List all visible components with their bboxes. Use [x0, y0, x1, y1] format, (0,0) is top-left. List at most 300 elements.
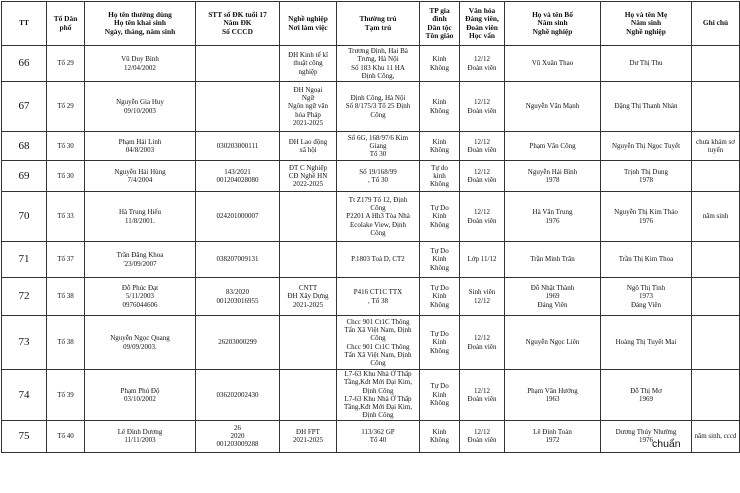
cell-tt: 73: [2, 316, 47, 370]
cell-tp-gia-dinh-line: Tự Do: [430, 284, 449, 293]
cell-address-line: Số 8/175/3 Tổ 25 Định: [345, 102, 411, 111]
cell-me-line: 1978: [639, 176, 653, 184]
cell-stt-so-dk-line: 83/2020: [226, 288, 249, 297]
cell-address: [337, 161, 420, 192]
cell-bo-line: Nguyễn Hải Bình: [527, 167, 578, 176]
cell-tp-gia-dinh-line: Tự Do: [430, 330, 449, 339]
cell-address-line: Tấn Xã Việt Nam, Định: [344, 325, 412, 334]
cell-van-hoa-line: Đoàn viên: [467, 436, 497, 445]
header-me: [601, 2, 692, 46]
header-thuong-tru-line: Tạm trú: [364, 22, 392, 32]
cell-tp-gia-dinh-line: Kinh: [432, 338, 447, 347]
header-me-line: Năm sinh: [630, 18, 662, 28]
cell-bo: [505, 46, 601, 82]
cell-tt: 74: [2, 370, 47, 421]
cell-me-line: Đảng Viên: [631, 300, 661, 309]
cell-stt-so-dk-line: 038207009131: [216, 255, 259, 264]
header-me-line: Nghề nghiệp: [626, 26, 666, 36]
cell-ghi-chu: [692, 82, 740, 132]
cell-van-hoa: [460, 370, 505, 421]
header-ho-ten-line: Ngày, tháng, năm sinh: [104, 26, 176, 36]
cell-tp-gia-dinh-line: Kinh: [432, 137, 447, 146]
cell-me-line: Ngô Thị Tình: [626, 284, 666, 293]
cell-tp-gia-dinh: [420, 316, 460, 370]
cell-address-line: Công: [370, 359, 386, 368]
cell-ho-ten: [85, 242, 196, 278]
cell-ghi-chu: [692, 370, 740, 421]
cell-bo-line: 1972: [545, 436, 560, 445]
header-me-line: Họ và tên Mẹ: [624, 9, 668, 19]
cell-address-line: P416 CT1C TTX: [353, 288, 403, 297]
header-bo-line: Năm sinh: [537, 18, 568, 28]
cell-address-line: Tầng,Kđt Mới Đại Kim,: [343, 378, 413, 387]
cell-tp-gia-dinh-line: Tự Do: [430, 382, 449, 391]
cell-me-line: Hoàng Thị Tuyết Mai: [615, 338, 677, 347]
cell-address-line: Trương Định, Hai Bà: [348, 46, 408, 55]
cell-ho-ten: [85, 82, 196, 132]
cell-ho-ten-line: '23/09/2007: [123, 259, 157, 268]
cell-ho-ten-line: 04/8/2003: [125, 146, 155, 154]
header-tp-gia-dinh: [420, 2, 460, 46]
cell-address-line: Định Công: [362, 386, 394, 395]
cell-tp-gia-dinh-line: Không: [429, 346, 450, 355]
cell-ghi-chu: chưa khám sơ tuyển: [692, 132, 740, 161]
cell-nghe-nghiep-line: nghiệp: [298, 67, 318, 76]
cell-me: [601, 370, 692, 421]
cell-ho-ten-line: Phạm Phú Độ: [120, 386, 160, 395]
header-ho-ten-line: Họ tên thường dùng: [108, 9, 172, 19]
cell-van-hoa-line: Đoàn viên: [467, 63, 497, 72]
cell-van-hoa-line: 12/12: [474, 98, 490, 107]
cell-me: [601, 46, 692, 82]
cell-ho-ten-line: Hà Trung Hiếu: [118, 208, 161, 217]
cell-bo-line: Nguyễn Ngọc Liên: [525, 338, 580, 347]
cell-address: [337, 278, 420, 316]
header-ghi-chu: Ghi chú: [692, 2, 740, 46]
header-thuong-tru: [337, 2, 420, 46]
cell-stt-so-dk: [196, 316, 280, 370]
cell-van-hoa-line: Đoàn viên: [467, 216, 497, 225]
cell-ho-ten-line: 09/10/2003: [124, 106, 156, 115]
cell-van-hoa-line: 12/12: [474, 296, 490, 305]
header-nghe-nghiep-line: Nghề nghiệp: [288, 14, 328, 24]
cell-bo-line: Phạm Văn Công: [529, 141, 576, 150]
cell-tp-gia-dinh-line: Kinh: [432, 292, 447, 301]
cell-bo: [505, 278, 601, 316]
header-stt-so-dk-line: Năm ĐK: [223, 18, 252, 28]
cell-van-hoa-line: 12/12: [474, 334, 490, 343]
cell-ghi-chu: [692, 316, 740, 370]
cell-tt: 75: [2, 420, 47, 452]
cell-nghe-nghiep-line: 2021-2025: [292, 300, 324, 309]
cell-tp-gia-dinh: [420, 278, 460, 316]
cell-address-line: Công: [370, 334, 386, 343]
cell-stt-so-dk-line: 26: [234, 423, 241, 432]
cell-address-line: Công: [370, 228, 386, 237]
header-to-dan-pho-line: phố: [59, 22, 72, 32]
cell-me-line: Đặng Thị Thanh Nhàn: [614, 102, 678, 111]
cell-van-hoa-line: 12/12: [474, 208, 490, 217]
table-row: [2, 161, 740, 192]
cell-tp-gia-dinh: [420, 132, 460, 161]
cell-van-hoa-line: 12/12: [474, 386, 490, 395]
cell-ho-ten-line: Nguyễn Hải Hùng: [114, 167, 166, 176]
student-registry-table: [1, 1, 740, 453]
cell-address-line: Công: [370, 110, 386, 119]
cell-ho-ten-line: Đỗ Phúc Đạt: [121, 284, 159, 293]
header-van-hoa: [460, 2, 505, 46]
cell-van-hoa: [460, 242, 505, 278]
cell-nghe-nghiep: [280, 132, 337, 161]
header-tp-gia-dinh-line: Dân tộc: [427, 22, 452, 32]
cell-address-line: Tt Z179 Tổ 12, Định: [348, 195, 408, 204]
cell-nghe-nghiep-line: ĐH Ngoại: [293, 85, 323, 94]
cell-ho-ten-line: Lê Đình Dương: [117, 427, 163, 436]
cell-nghe-nghiep: [280, 370, 337, 421]
cell-ho-ten-line: 11/8/2001.: [125, 216, 155, 225]
cell-address-line: Chcc 901 Ct1C Thông: [346, 342, 410, 351]
cell-stt-so-dk: [196, 132, 280, 161]
cell-address: [337, 192, 420, 242]
cell-tp-gia-dinh: [420, 161, 460, 192]
cell-to-dan-pho: Tổ 37: [47, 242, 85, 278]
cell-tt: 72: [2, 278, 47, 316]
cell-ho-ten: [85, 46, 196, 82]
cell-stt-so-dk-line: 26203000299: [218, 338, 257, 347]
cell-ghi-chu: năm sinh, cccd: [692, 420, 740, 452]
cell-nghe-nghiep-line: ĐH Lao động: [288, 137, 328, 146]
cell-ho-ten-line: 12/04/2002: [124, 63, 156, 72]
cell-tp-gia-dinh: [420, 370, 460, 421]
cell-van-hoa-line: Đoàn viên: [467, 394, 497, 403]
cell-bo-line: Trần Minh Trân: [530, 255, 575, 264]
cell-bo: [505, 420, 601, 452]
cell-address-line: Tổ 30: [369, 150, 387, 159]
header-van-hoa-line: Văn hóa: [468, 5, 496, 15]
cell-ho-ten-line: Trần Đăng Khoa: [116, 251, 164, 260]
cell-me: [601, 242, 692, 278]
cell-me-line: Trịnh Thị Dung: [624, 167, 668, 176]
cell-ho-ten-line: 03/10/2002: [124, 394, 156, 403]
cell-van-hoa-line: Lớp 11/12: [467, 255, 497, 264]
cell-tp-gia-dinh-line: Kinh: [432, 212, 447, 221]
table-row: [2, 132, 740, 161]
cell-van-hoa: [460, 46, 505, 82]
header-nghe-nghiep-line: Nơi làm việc: [288, 22, 328, 32]
cell-stt-so-dk: [196, 192, 280, 242]
cell-me-line: Dương Thúy Nhường: [615, 427, 677, 436]
cell-nghe-nghiep-line: CĐ Nghề HN: [288, 171, 328, 180]
cell-bo-line: Phạm Văn Hưởng: [527, 386, 578, 395]
cell-stt-so-dk-line: 001204028080: [216, 176, 259, 184]
cell-to-dan-pho: Tổ 29: [47, 46, 85, 82]
cell-ho-ten-line: Nguyễn Ngọc Quang: [110, 334, 170, 343]
cell-address-line: Số 6G, 168/97/6 Kim: [347, 133, 409, 142]
cell-address-line: Trưng, Hà Nội: [357, 55, 399, 64]
header-bo: [505, 2, 601, 46]
cell-to-dan-pho: Tổ 40: [47, 420, 85, 452]
cell-van-hoa: [460, 420, 505, 452]
cell-address-line: Ecolake View, Định: [350, 220, 406, 229]
cell-nghe-nghiep: [280, 316, 337, 370]
cell-nghe-nghiep: [280, 161, 337, 192]
cell-ho-ten-line: Vũ Duy Bình: [121, 55, 159, 64]
cell-bo-line: Đỗ Nhật Thành: [530, 284, 575, 293]
cell-me-line: 1973: [639, 292, 653, 301]
header-van-hoa-line: Học vấn: [468, 30, 496, 40]
cell-tp-gia-dinh: [420, 46, 460, 82]
cell-nghe-nghiep-line: Ngữ: [301, 94, 315, 103]
cell-address-line: Tầng,Kđt Mới Đại Kim,: [343, 403, 413, 412]
cell-ho-ten: [85, 370, 196, 421]
cell-stt-so-dk: [196, 370, 280, 421]
cell-van-hoa-line: 12/12: [474, 167, 490, 176]
cell-nghe-nghiep-line: 2021-2025: [292, 118, 324, 127]
cell-address-line: Số 19/168/99: [359, 167, 397, 176]
cell-nghe-nghiep-line: xã hội: [299, 146, 317, 154]
cell-bo-line: 1976: [545, 216, 560, 225]
cell-van-hoa-line: Đoàn viên: [467, 342, 497, 351]
cell-bo: [505, 370, 601, 421]
cell-tp-gia-dinh-line: Không: [429, 300, 450, 309]
cell-address-line: Giang: [369, 141, 387, 150]
table-row: [2, 242, 740, 278]
cell-address-line: P.1803 Toà D, CT2: [351, 255, 405, 264]
cell-me-line: Nguyễn Thị Ngọc Tuyết: [611, 141, 681, 150]
cell-me-line: 1976: [639, 436, 653, 445]
cell-tp-gia-dinh-line: Không: [429, 220, 450, 229]
cell-me: [601, 278, 692, 316]
cell-ho-ten: [85, 132, 196, 161]
cell-tp-gia-dinh: [420, 420, 460, 452]
cell-tp-gia-dinh-line: Kinh: [432, 390, 447, 399]
cell-me: [601, 161, 692, 192]
cell-bo: [505, 192, 601, 242]
cell-van-hoa-line: Đoàn viên: [467, 176, 497, 184]
cell-stt-so-dk-line: 001203009288: [216, 440, 259, 449]
cell-bo-line: 1969: [545, 292, 560, 301]
cell-nghe-nghiep-line: ĐH Xây Dựng: [287, 292, 329, 301]
cell-tp-gia-dinh-line: Kinh: [432, 255, 447, 264]
cell-ho-ten-line: Nguyễn Gia Huy: [116, 98, 164, 107]
cell-me-line: Nguyễn Thị Kim Thảo: [614, 208, 678, 217]
cell-ho-ten: [85, 161, 196, 192]
table-row: [2, 316, 740, 370]
cell-tp-gia-dinh: [420, 82, 460, 132]
cell-tp-gia-dinh-line: kinh: [433, 171, 446, 180]
cell-bo-line: Vũ Xuân Thao: [531, 59, 574, 68]
cell-nghe-nghiep: [280, 278, 337, 316]
cell-ho-ten-line: 11/11/2003: [124, 436, 156, 445]
cell-stt-so-dk-line: 024201000007: [216, 212, 259, 221]
cell-nghe-nghiep: [280, 420, 337, 452]
cell-tp-gia-dinh: [420, 192, 460, 242]
header-to-dan-pho-line: Tổ Dân: [53, 14, 78, 24]
cell-tp-gia-dinh-line: Tự do: [431, 163, 448, 172]
cell-nghe-nghiep-line: Ngôn ngữ văn: [288, 102, 328, 111]
cell-me-line: Dư Thị Thu: [629, 59, 663, 68]
cell-stt-so-dk-line: 036202002430: [216, 390, 259, 399]
cell-address: [337, 82, 420, 132]
cell-tp-gia-dinh-line: Không: [429, 180, 450, 189]
cell-van-hoa: [460, 82, 505, 132]
cell-tt: 67: [2, 82, 47, 132]
cell-to-dan-pho: Tổ 33: [47, 192, 85, 242]
cell-tt: 66: [2, 46, 47, 82]
header-stt-so-dk: [196, 2, 280, 46]
cell-tp-gia-dinh-line: Tự Do: [430, 204, 449, 213]
header-van-hoa-line: Đoàn viên: [466, 22, 498, 32]
cell-tp-gia-dinh-line: Kinh: [432, 427, 447, 436]
cell-nghe-nghiep: [280, 46, 337, 82]
cell-address: [337, 420, 420, 452]
cell-nghe-nghiep: [280, 242, 337, 278]
cell-ghi-chu: năm sinh: [692, 192, 740, 242]
cell-tt: 71: [2, 242, 47, 278]
cell-nghe-nghiep-line: ĐH FPT: [296, 427, 320, 436]
cell-address: [337, 370, 420, 421]
table-body: [2, 46, 740, 453]
cell-tp-gia-dinh-line: Không: [429, 399, 450, 408]
cell-ho-ten-line: 0976044606: [122, 300, 158, 309]
cell-ho-ten: [85, 316, 196, 370]
cell-address-line: Tổ 40: [369, 436, 387, 445]
header-stt-so-dk-line: STT số ĐK tuổi 17: [208, 9, 267, 19]
cell-bo: [505, 132, 601, 161]
cell-address-line: Định Công, Hà Nội: [350, 94, 406, 103]
cell-ho-ten-line: 7/4/2004: [127, 176, 153, 184]
cell-stt-so-dk: [196, 161, 280, 192]
cell-bo-line: Hà Văn Trung: [532, 208, 573, 217]
cell-tt: 68: [2, 132, 47, 161]
cell-address-line: L7-63 Khu Nhà Ở Thấp: [344, 370, 412, 378]
cell-address-line: Định Công: [362, 411, 394, 420]
cell-tp-gia-dinh-line: Kinh: [432, 55, 447, 64]
cell-tp-gia-dinh-line: Không: [429, 63, 450, 72]
cell-bo-line: 1978: [545, 176, 560, 184]
cell-tp-gia-dinh-line: Kinh: [432, 98, 447, 107]
table-row: [2, 192, 740, 242]
cell-tp-gia-dinh-line: Không: [429, 263, 450, 272]
cell-me-line: Trần Thị Kim Thoa: [618, 255, 674, 264]
header-nghe-nghiep: [280, 2, 337, 46]
cell-van-hoa: [460, 161, 505, 192]
cell-stt-so-dk: [196, 242, 280, 278]
header-tt: TT: [2, 2, 47, 46]
cell-stt-so-dk: [196, 420, 280, 452]
cell-to-dan-pho: Tổ 30: [47, 161, 85, 192]
cell-me-line: 1969: [639, 394, 653, 403]
cell-ghi-chu: [692, 278, 740, 316]
cell-address-line: , Tổ 30: [368, 176, 388, 184]
cell-me: [601, 192, 692, 242]
cell-nghe-nghiep-line: ĐH Kinh tế kĩ: [288, 51, 328, 60]
header-tp-gia-dinh-line: TP gia: [429, 5, 450, 15]
cell-address: [337, 46, 420, 82]
cell-bo: [505, 161, 601, 192]
cell-nghe-nghiep-line: thuật công: [293, 59, 323, 68]
cell-bo-line: 1963: [545, 394, 560, 403]
cell-ho-ten: [85, 420, 196, 452]
header-ho-ten: [85, 2, 196, 46]
cell-van-hoa-line: Sinh viên: [468, 288, 496, 297]
cell-me: [601, 82, 692, 132]
cell-ghi-chu: [692, 46, 740, 82]
cell-address: [337, 242, 420, 278]
header-stt-so-dk-line: Số CCCD: [221, 26, 253, 36]
cell-bo: [505, 82, 601, 132]
cell-me-line: 1976: [639, 216, 653, 225]
cell-nghe-nghiep: [280, 192, 337, 242]
cell-ho-ten-line: 09/09/2003.: [123, 342, 157, 351]
cell-address: [337, 132, 420, 161]
cell-ghi-chu: [692, 242, 740, 278]
cell-stt-so-dk-line: 001203016955: [216, 296, 259, 305]
cell-tt: 69: [2, 161, 47, 192]
cell-address-line: P2201 A Hh3 Tòa Nhà: [346, 212, 410, 221]
cell-van-hoa-line: 12/12: [474, 427, 490, 436]
cell-address: [337, 316, 420, 370]
header-bo-line: Họ và tên Bố: [532, 9, 573, 19]
cell-nghe-nghiep-line: ĐT C Nghiệp: [289, 163, 327, 172]
cell-stt-so-dk-line: 030203000111: [216, 141, 259, 150]
cell-tp-gia-dinh-line: Không: [429, 436, 450, 445]
header-thuong-tru-line: Thường trú: [359, 14, 397, 24]
cell-ho-ten: [85, 192, 196, 242]
cell-nghe-nghiep: [280, 82, 337, 132]
cell-stt-so-dk-line: 143/2021: [224, 167, 251, 176]
header-to-dan-pho: [47, 2, 85, 46]
cell-tp-gia-dinh-line: Tự Do: [430, 247, 449, 256]
cell-me: [601, 316, 692, 370]
header-bo-line: Nghề nghiệp: [532, 26, 573, 36]
cell-stt-so-dk: [196, 82, 280, 132]
header-van-hoa-line: Đảng viên,: [465, 14, 499, 24]
cell-address-line: Số 183 Khu 11 HA: [351, 63, 405, 72]
cell-van-hoa-line: 12/12: [474, 55, 490, 64]
cell-stt-so-dk: [196, 46, 280, 82]
cell-nghe-nghiep-line: 2021-2025: [292, 436, 324, 445]
table-row: [2, 82, 740, 132]
cell-van-hoa: [460, 192, 505, 242]
cell-address-line: Định Công,: [361, 71, 395, 80]
table-row: [2, 370, 740, 421]
cell-to-dan-pho: Tổ 30: [47, 132, 85, 161]
cell-van-hoa-line: 12/12: [474, 137, 490, 146]
cell-ghi-chu: [692, 161, 740, 192]
cell-address-line: Công: [370, 204, 386, 213]
cell-tt: 70: [2, 192, 47, 242]
cell-stt-so-dk: [196, 278, 280, 316]
cell-bo-line: Lê Đình Toàn: [533, 427, 572, 436]
table-row: [2, 420, 740, 452]
cell-to-dan-pho: Tổ 39: [47, 370, 85, 421]
cell-address-line: L7-63 Khu Nhà Ở Thấp: [344, 394, 412, 403]
cell-bo-line: Nguyễn Văn Mạnh: [525, 102, 580, 111]
cell-address-line: Tấn Xã Việt Nam, Định: [344, 350, 412, 359]
cell-address-line: 113/362 GP: [361, 427, 395, 436]
cell-ho-ten-line: Phạm Hải Linh: [118, 137, 162, 146]
cell-van-hoa-line: Đoàn viên: [467, 106, 497, 115]
header-row: [2, 2, 740, 46]
cell-van-hoa: [460, 132, 505, 161]
table-row: [2, 46, 740, 82]
header-ho-ten-line: Họ tên khai sinh: [114, 18, 166, 28]
cell-tp-gia-dinh-line: Không: [429, 146, 450, 154]
cell-address-line: , Tổ 38: [368, 296, 388, 305]
cell-van-hoa: [460, 316, 505, 370]
cell-to-dan-pho: Tổ 29: [47, 82, 85, 132]
